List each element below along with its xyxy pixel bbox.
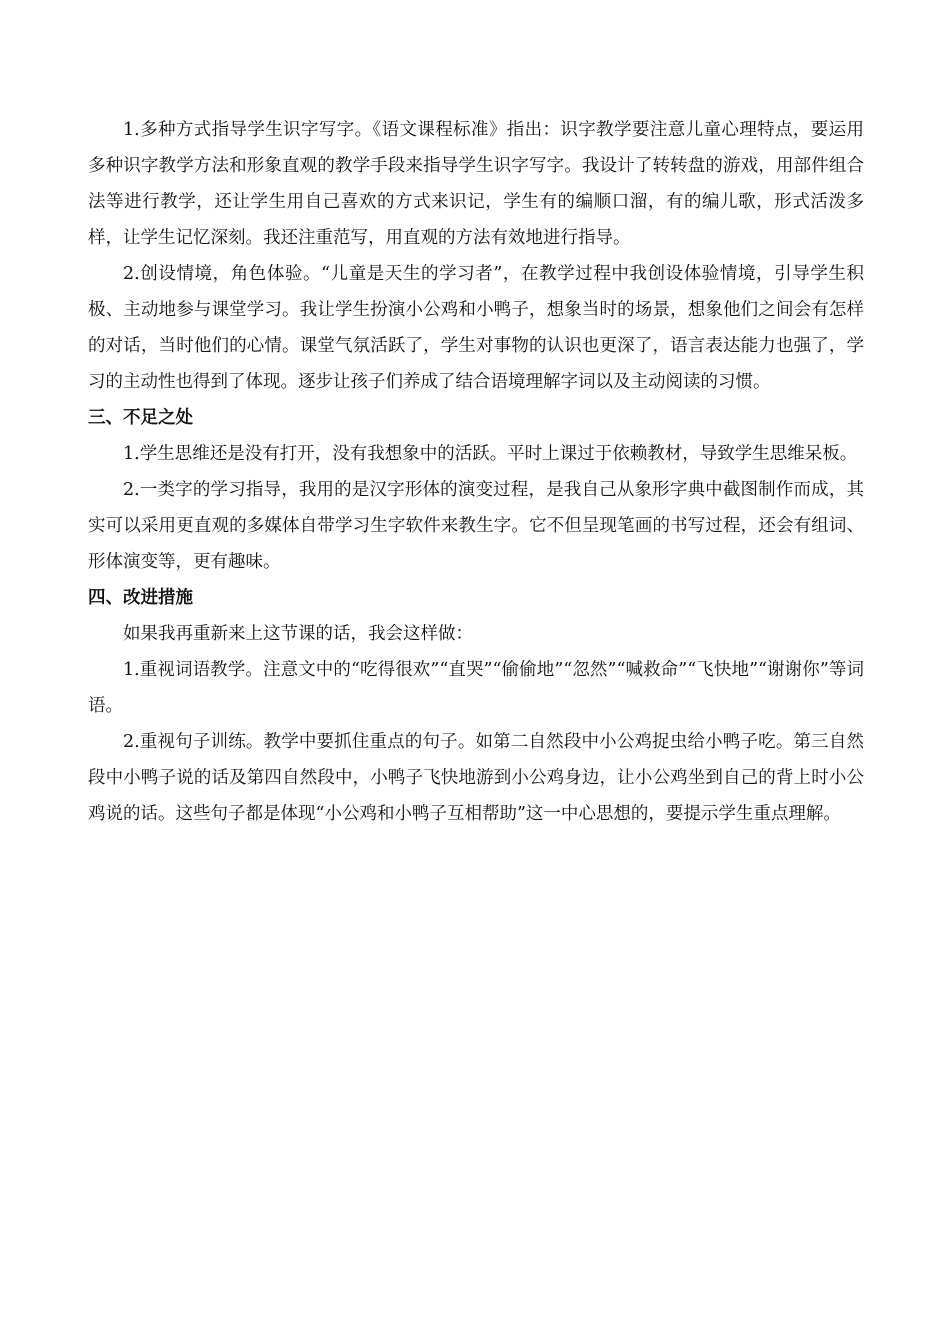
paragraph-role-play: 2.创设情境，角色体验。“儿童是天生的学习者”，在教学过程中我创设体验情境，引导学生积极、主动地参与课堂学习。我让学生扮演小公鸡和小鸭子，想象当时的场景，想象他们之间会有怎样的对话，当时他们的心情。课堂气氛活跃了，学生对事物的认识也更深了，语言表达能力也强了，学习的主动性也得到了体现。逐步让孩子们养成了结合语境理解字词以及主动阅读的习惯。	[88, 264, 864, 392]
paragraph-improvement-2: 2.重视句子训练。教学中要抓住重点的句子。如第二自然段中小公鸡捉虫给小鸭子吃。第三自然段中小鸭子说的话及第四自然段中，小鸭子飞快地游到小公鸡身边，让小公鸡坐到自己的背上时小公鸡说的话。这些句子都是体现“小公鸡和小鸭子互相帮助”这一中心思想的，要提示学生重点理解。	[88, 732, 864, 824]
paragraph-shortcoming-2: 2.一类字的学习指导，我用的是汉字形体的演变过程，是我自己从象形字典中截图制作而成，其实可以采用更直观的多媒体自带学习生字软件来教生字。它不但呈现笔画的书写过程，还会有组词、形体演变等，更有趣味。	[88, 480, 864, 572]
paragraph-shortcoming-1: 1.学生思维还是没有打开，没有我想象中的活跃。平时上课过于依赖教材，导致学生思维呆板。	[123, 444, 858, 464]
document-page	[88, 112, 864, 832]
paragraph-improvement-intro: 如果我再重新来上这节课的话，我会这样做：	[123, 624, 473, 644]
paragraph-method-literacy: 1.多种方式指导学生识字写字。《语文课程标准》指出：识字教学要注意儿童心理特点，要运用多种识字教学方法和形象直观的教学手段来指导学生识字写字。我设计了转转盘的游戏，用部件组合法等进行教学，还让学生用自己喜欢的方式来识记，学生有的编顺口溜，有的编儿歌，形式活泼多样，让学生记忆深刻。我还注重范写，用直观的方法有效地进行指导。	[88, 120, 864, 248]
section-heading-shortcomings: 三、不足之处	[88, 408, 193, 428]
section-heading-improvements: 四、改进措施	[88, 588, 193, 608]
paragraph-improvement-1: 1.重视词语教学。注意文中的“吃得很欢”“直哭”“偷偷地”“忽然”“喊救命”“飞快地”“谢谢你”等词语。	[88, 660, 864, 716]
